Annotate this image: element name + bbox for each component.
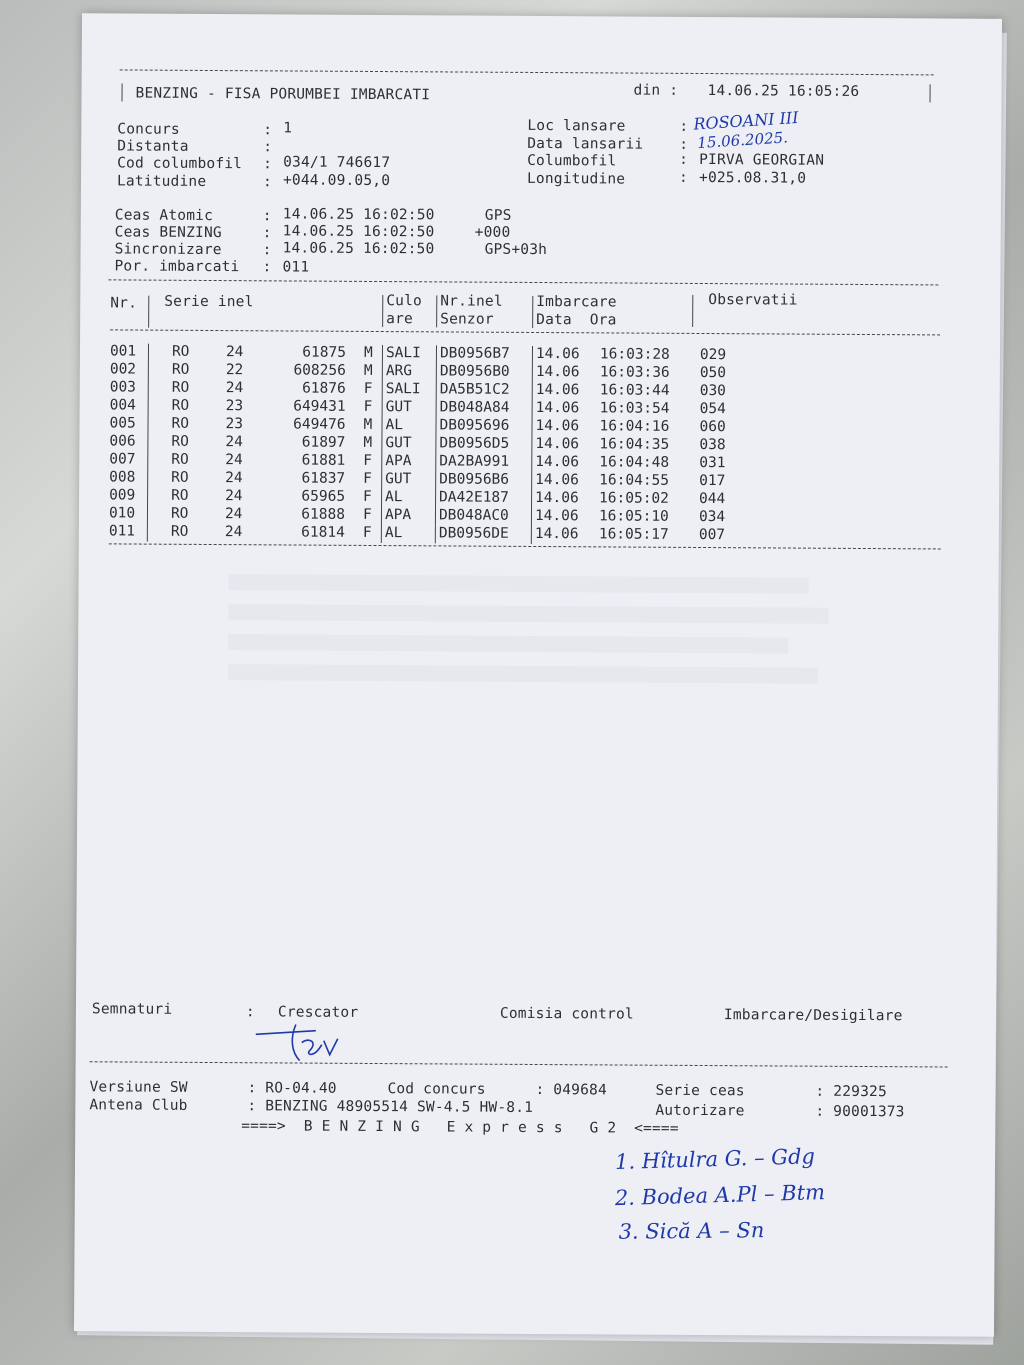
cell-country: RO (171, 451, 189, 468)
info-value: +025.08.31,0 (698, 169, 807, 187)
cell-nr: 008 (109, 469, 136, 486)
signature-crescator: Crescator (277, 1004, 359, 1021)
clock-sep: : (262, 225, 272, 242)
signature-comisia: Comisia control (499, 1005, 634, 1023)
col-divider (382, 295, 383, 327)
cell-year: 24 (225, 470, 243, 487)
cell-sensor: DB048A84 (439, 399, 510, 416)
cell-ring: 608256 (293, 362, 346, 379)
cell-observatii: 007 (698, 526, 726, 544)
cell-nr: 003 (109, 379, 137, 396)
cell-country: RO (171, 343, 190, 360)
header-right-bar (930, 84, 931, 102)
row-divider (532, 400, 533, 418)
cell-sex: F (362, 506, 372, 523)
cell-date: 14.06 (535, 363, 580, 381)
cell-country: RO (171, 397, 190, 414)
row-divider (147, 488, 148, 506)
row-divider (531, 454, 532, 472)
info-value: +044.09.05,0 (282, 172, 391, 190)
cell-observatii: 050 (699, 364, 727, 382)
row-divider (435, 471, 436, 489)
row-divider (382, 345, 383, 363)
footer-label: Serie ceas (655, 1082, 745, 1100)
show-through-shadow (228, 634, 788, 653)
row-divider (435, 489, 436, 507)
show-through-shadow (229, 574, 809, 594)
cell-color: SALI (385, 345, 421, 362)
row-divider (531, 526, 532, 544)
table-header-rule (110, 329, 940, 335)
col-header-imbarcare: Imbarcare (536, 293, 617, 311)
footer-value: : RO-04.40 (247, 1080, 337, 1097)
clock-label: Ceas BENZING (114, 224, 222, 242)
row-divider (382, 381, 383, 399)
footer-label: Versiune SW (89, 1079, 188, 1096)
row-divider (436, 381, 437, 399)
cell-observatii: 044 (699, 490, 726, 508)
cell-country: RO (170, 523, 189, 540)
clock-extra: +000 (474, 224, 511, 241)
signer-line: 1. Hîtulra G. – Gdg (614, 1144, 816, 1174)
cell-time: 16:05:10 (598, 508, 669, 525)
footer-value: : 229325 (815, 1083, 887, 1101)
cell-sex: F (363, 452, 373, 469)
clock-sep: : (262, 242, 272, 259)
info-sep: : (679, 118, 689, 135)
document-sheet (74, 13, 1002, 1337)
cell-sensor: DB0956D5 (439, 435, 510, 452)
cell-year: 24 (225, 452, 243, 469)
cell-sensor: DA42E187 (439, 489, 509, 506)
cell-sex: F (363, 380, 373, 397)
clock-value: 14.06.25 16:02:50 (282, 206, 435, 224)
document-title: BENZING - FISA PORUMBEI IMBARCATI (135, 85, 431, 104)
cell-color: AL (385, 417, 404, 434)
cell-ring: 61876 (302, 380, 346, 397)
cell-country: RO (171, 361, 190, 378)
cell-nr: 010 (108, 505, 136, 522)
din-label: din : (633, 82, 679, 99)
cell-sex: M (363, 416, 373, 433)
show-through-shadow (228, 664, 818, 684)
clock-label: Sincronizare (114, 241, 222, 259)
cell-year: 23 (225, 416, 244, 433)
handwritten-loc-lansare: ROSOANI III (692, 107, 800, 134)
row-divider (381, 417, 382, 435)
cell-nr: 006 (109, 433, 136, 450)
cell-country: RO (171, 469, 189, 486)
row-divider (436, 363, 437, 381)
row-divider (531, 508, 532, 526)
clock-value: 14.06.25 16:02:50 (282, 240, 435, 258)
cell-date: 14.06 (535, 399, 580, 417)
cell-observatii: 034 (698, 508, 726, 526)
cell-time: 16:03:54 (599, 400, 670, 417)
clock-label: Ceas Atomic (114, 207, 214, 225)
cell-time: 16:03:36 (599, 364, 670, 381)
cell-time: 16:04:55 (599, 472, 670, 489)
cell-date: 14.06 (534, 525, 579, 543)
signer-line: 2. Bodea A.Pl – Btm (614, 1180, 826, 1211)
cell-time: 16:04:48 (599, 454, 670, 471)
info-label: Loc lansare (527, 117, 626, 135)
row-divider (148, 362, 149, 380)
cell-observatii: 030 (699, 382, 726, 400)
cell-color: SALI (385, 381, 421, 398)
cell-nr: 005 (109, 415, 136, 432)
info-value: 1 (283, 120, 293, 137)
signature-imbarcare: Imbarcare/Desigilare (723, 1007, 903, 1025)
row-divider (531, 472, 532, 490)
cell-time: 16:05:02 (599, 490, 669, 507)
cell-nr: 007 (109, 451, 136, 468)
table-row (79, 523, 939, 546)
cell-year: 24 (225, 380, 244, 397)
row-divider (382, 363, 383, 381)
col-divider (436, 295, 437, 327)
cell-ring: 61875 (302, 344, 347, 361)
clock-sep: : (262, 208, 272, 225)
row-divider (532, 364, 533, 382)
cell-year: 24 (224, 524, 243, 541)
info-sep: : (262, 174, 272, 191)
footer-label: Autorizare (655, 1102, 745, 1120)
row-divider (147, 416, 148, 434)
cell-nr: 002 (109, 361, 137, 378)
cell-ring: 649476 (293, 416, 346, 433)
cell-year: 24 (225, 434, 243, 451)
signer-line: 3. Sică A – Sn (618, 1218, 765, 1244)
col-header-culoare-2: are (386, 311, 414, 328)
footer-label: Cod concurs (387, 1081, 486, 1098)
cell-color: AL (384, 525, 403, 542)
cell-date: 14.06 (535, 381, 580, 399)
footer-value: : BENZING 48905514 SW-4.5 HW-8.1 (247, 1098, 534, 1116)
cell-date: 14.06 (535, 489, 579, 507)
row-divider (381, 489, 382, 507)
cell-color: APA (385, 453, 412, 470)
col-header-imbarcare-2: Data Ora (536, 311, 617, 329)
brand-line: ====> B E N Z I N G E x p r e s s G 2 <==== (241, 1118, 679, 1137)
row-divider (148, 380, 149, 398)
row-divider (531, 490, 532, 508)
cell-observatii: 060 (699, 418, 726, 436)
cell-color: GUT (385, 471, 412, 488)
col-divider (692, 295, 693, 327)
row-divider (147, 434, 148, 452)
footer-value: : 90001373 (815, 1103, 905, 1121)
handwritten-data-lansarii: 15.06.2025. (696, 128, 789, 153)
cell-color: GUT (385, 435, 412, 452)
row-divider (381, 507, 382, 525)
cell-sensor: DA2BA991 (439, 453, 510, 470)
col-divider (148, 296, 149, 328)
info-label: Columbofil (527, 152, 617, 170)
info-value: PIRVA GEORGIAN (699, 151, 825, 169)
info-label: Concurs (117, 121, 180, 138)
cell-color: GUT (385, 399, 412, 416)
clock-extra: GPS (484, 207, 512, 224)
row-divider (435, 435, 436, 453)
footer-value: : 049684 (535, 1081, 607, 1099)
cell-date: 14.06 (534, 507, 579, 525)
signatures-label: Semnaturi (91, 1001, 173, 1018)
cell-sex: F (363, 398, 373, 415)
row-divider (382, 399, 383, 417)
cell-country: RO (170, 505, 189, 522)
cell-color: APA (384, 507, 412, 524)
row-divider (148, 398, 149, 416)
row-divider (532, 346, 533, 364)
cell-nr: 001 (109, 343, 137, 360)
cell-time: 16:04:16 (599, 418, 670, 435)
row-divider (147, 506, 148, 524)
cell-ring: 61888 (301, 506, 346, 523)
cell-country: RO (171, 379, 190, 396)
cell-ring: 65965 (301, 488, 346, 505)
cell-sex: M (363, 344, 373, 361)
info-label: Longitudine (526, 170, 626, 188)
row-divider (531, 436, 532, 454)
cell-ring: 61881 (301, 452, 346, 469)
cell-observatii: 054 (699, 400, 726, 418)
row-divider (532, 382, 533, 400)
clock-value: 14.06.25 16:02:50 (282, 223, 435, 241)
signatures-sep: : (245, 1004, 255, 1021)
row-divider (435, 417, 436, 435)
cell-date: 14.06 (535, 471, 579, 489)
row-divider (435, 453, 436, 471)
cell-year: 22 (225, 362, 244, 379)
cell-year: 23 (225, 398, 244, 415)
clock-sep: : (262, 259, 272, 276)
info-label: Cod columbofil (117, 155, 243, 173)
cell-date: 14.06 (535, 435, 580, 453)
crescator-signature-image (252, 1020, 352, 1065)
cell-time: 16:05:17 (598, 526, 669, 543)
col-header-culoare: Culo (386, 293, 423, 310)
cell-observatii: 017 (699, 472, 726, 490)
col-divider (532, 296, 533, 328)
cell-sensor: DB0956B0 (439, 363, 510, 380)
cell-ring: 61897 (301, 434, 346, 451)
cell-country: RO (171, 415, 190, 432)
cell-observatii: 031 (699, 454, 726, 472)
cell-sex: F (362, 524, 372, 541)
cell-ring: 649431 (293, 398, 346, 415)
din-timestamp: 14.06.25 16:05:26 (707, 83, 860, 100)
row-divider (531, 418, 532, 436)
cell-date: 14.06 (535, 453, 580, 471)
cell-sensor: DB0956DE (438, 525, 509, 542)
footer-top-rule (90, 1061, 948, 1067)
clock-value: 011 (282, 259, 310, 276)
cell-sex: F (363, 488, 372, 505)
info-sep: : (263, 122, 273, 139)
cell-sensor: DB0956B7 (439, 345, 510, 362)
cell-observatii: 038 (699, 436, 726, 454)
cell-color: AL (385, 489, 403, 506)
cell-sex: M (363, 434, 373, 451)
cell-date: 14.06 (535, 417, 580, 435)
info-sep: : (678, 169, 689, 186)
cell-year: 24 (225, 344, 244, 361)
cell-ring: 61814 (301, 524, 345, 541)
info-sep: : (263, 139, 273, 156)
row-divider (436, 399, 437, 417)
cell-color: ARG (385, 363, 413, 380)
cell-observatii: 029 (699, 346, 727, 364)
header-left-bar (121, 83, 122, 101)
row-divider (381, 453, 382, 471)
info-label: Distanta (117, 138, 189, 155)
row-divider (148, 344, 149, 362)
cell-time: 16:04:35 (599, 436, 670, 453)
col-header-serie: Serie inel (164, 293, 254, 311)
col-header-nr: Nr. (110, 295, 138, 312)
cell-nr: 004 (109, 397, 136, 414)
cell-time: 16:03:44 (599, 382, 670, 399)
cell-date: 14.06 (535, 345, 580, 363)
cell-ring: 61837 (301, 470, 346, 487)
row-divider (147, 524, 148, 542)
cell-sex: M (363, 362, 373, 379)
cell-sensor: DA5B51C2 (439, 381, 510, 398)
row-divider (435, 525, 436, 543)
cell-sex: F (363, 470, 372, 487)
cell-year: 24 (225, 488, 243, 505)
col-header-senzor: Nr.inel (440, 293, 503, 310)
cell-sensor: DB048AC0 (438, 507, 509, 524)
cell-sensor: DB0956B6 (439, 471, 510, 488)
table-top-rule (108, 279, 938, 285)
cell-country: RO (171, 433, 189, 450)
row-divider (381, 525, 382, 543)
info-sep: : (679, 151, 689, 168)
cell-nr: 011 (108, 523, 136, 540)
cell-time: 16:03:28 (599, 346, 670, 363)
show-through-shadow (228, 604, 828, 624)
info-value: 034/1 746617 (283, 154, 391, 172)
top-dashed-rule (120, 69, 934, 75)
cell-country: RO (171, 487, 189, 504)
info-sep: : (679, 136, 689, 153)
cell-year: 24 (224, 506, 243, 523)
col-header-observatii: Observatii (708, 292, 798, 309)
row-divider (147, 470, 148, 488)
footer-label: Antena Club (89, 1097, 188, 1114)
row-divider (381, 471, 382, 489)
row-divider (436, 345, 437, 363)
col-header-senzor-2: Senzor (440, 311, 494, 328)
cell-sensor: DB095696 (439, 417, 510, 434)
clock-label: Por. imbarcati (114, 258, 240, 276)
row-divider (381, 435, 382, 453)
info-sep: : (263, 156, 273, 173)
info-label: Data lansarii (527, 135, 644, 153)
info-label: Latitudine (116, 173, 207, 190)
cell-nr: 009 (109, 487, 136, 504)
row-divider (147, 452, 148, 470)
row-divider (435, 507, 436, 525)
clock-extra: GPS+03h (484, 241, 548, 259)
